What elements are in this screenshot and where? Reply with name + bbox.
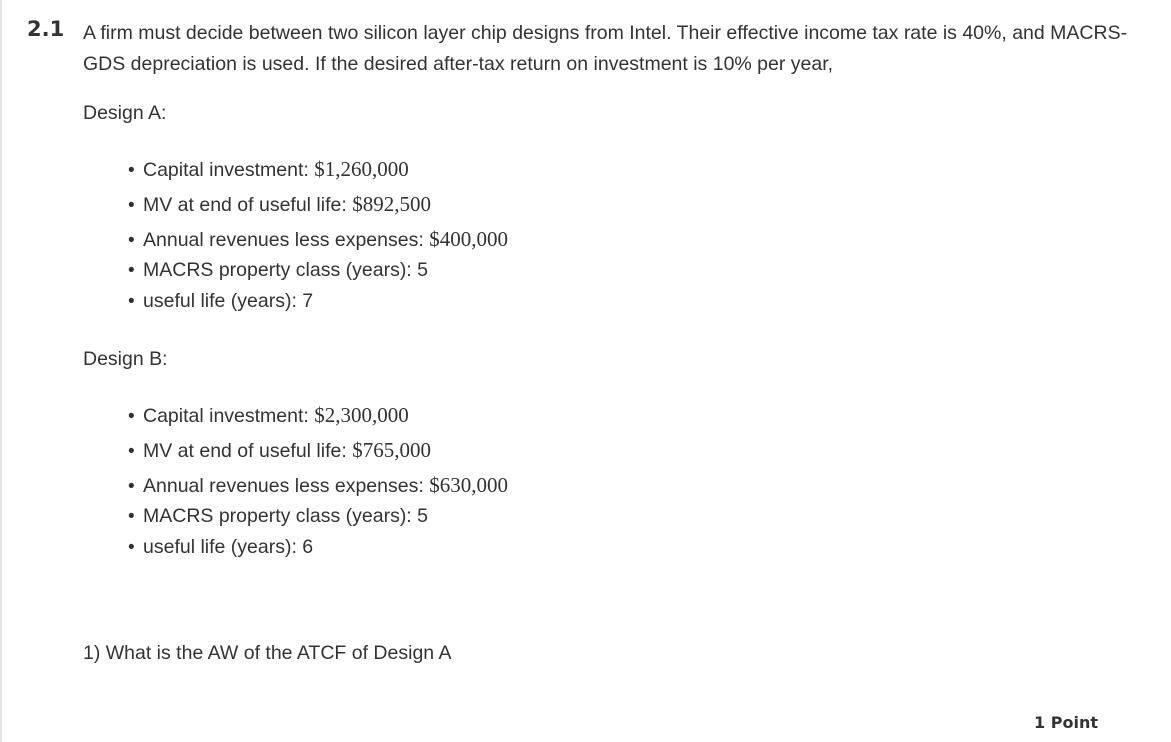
item-label: Capital investment: — [143, 159, 315, 181]
bullet-icon: • — [128, 506, 135, 527]
design-a-heading: Design A: — [83, 102, 167, 124]
list-item — [128, 154, 1143, 185]
list-item — [128, 532, 1143, 563]
bullet-icon: • — [128, 441, 135, 462]
bullet-icon: • — [128, 537, 135, 558]
bullet-icon: • — [128, 291, 135, 312]
question-number: 2.1 — [27, 17, 65, 41]
design-b-list — [83, 400, 1143, 563]
item-label: Capital investment: — [143, 405, 315, 427]
question-body — [83, 18, 1143, 563]
item-label: Annual revenues less expenses: — [143, 475, 430, 497]
bullet-icon: • — [128, 195, 135, 216]
item-value: $400,000 — [429, 227, 508, 251]
item-value: $765,000 — [352, 438, 431, 462]
list-item — [128, 501, 1143, 532]
bullet-icon: • — [128, 230, 135, 251]
item-value: $2,300,000 — [314, 403, 409, 427]
list-item — [128, 435, 1143, 466]
item-label: Annual revenues less expenses: — [143, 229, 430, 251]
bullet-icon: • — [128, 160, 135, 181]
points-label: 1 Point — [1034, 713, 1098, 732]
design-a-list — [83, 154, 1143, 317]
list-item — [128, 224, 1143, 255]
list-item — [128, 400, 1143, 431]
left-border — [0, 0, 2, 742]
list-item — [128, 189, 1143, 220]
question-intro: A firm must decide between two silicon layer chip designs from Intel. Their effective income tax rate is 40%, and MACRS-GDS depreciation is used. If the desired after-tax return on investment is 10% per year, — [83, 22, 1128, 75]
item-label: MACRS property class (years): 5 — [143, 505, 428, 527]
design-b-heading: Design B: — [83, 348, 168, 370]
bullet-icon: • — [128, 260, 135, 281]
item-value: $630,000 — [429, 473, 508, 497]
item-label: useful life (years): 7 — [143, 290, 314, 312]
bullet-icon: • — [128, 406, 135, 427]
item-label: useful life (years): 6 — [143, 536, 314, 558]
bullet-icon: • — [128, 476, 135, 497]
list-item — [128, 255, 1143, 286]
item-label: MV at end of useful life: — [143, 194, 353, 216]
question-prompt: 1) What is the AW of the ATCF of Design A — [83, 642, 452, 664]
list-item — [128, 470, 1143, 501]
list-item — [128, 286, 1143, 317]
item-value: $892,500 — [352, 192, 431, 216]
item-value: $1,260,000 — [314, 157, 409, 181]
item-label: MACRS property class (years): 5 — [143, 259, 428, 281]
item-label: MV at end of useful life: — [143, 440, 353, 462]
